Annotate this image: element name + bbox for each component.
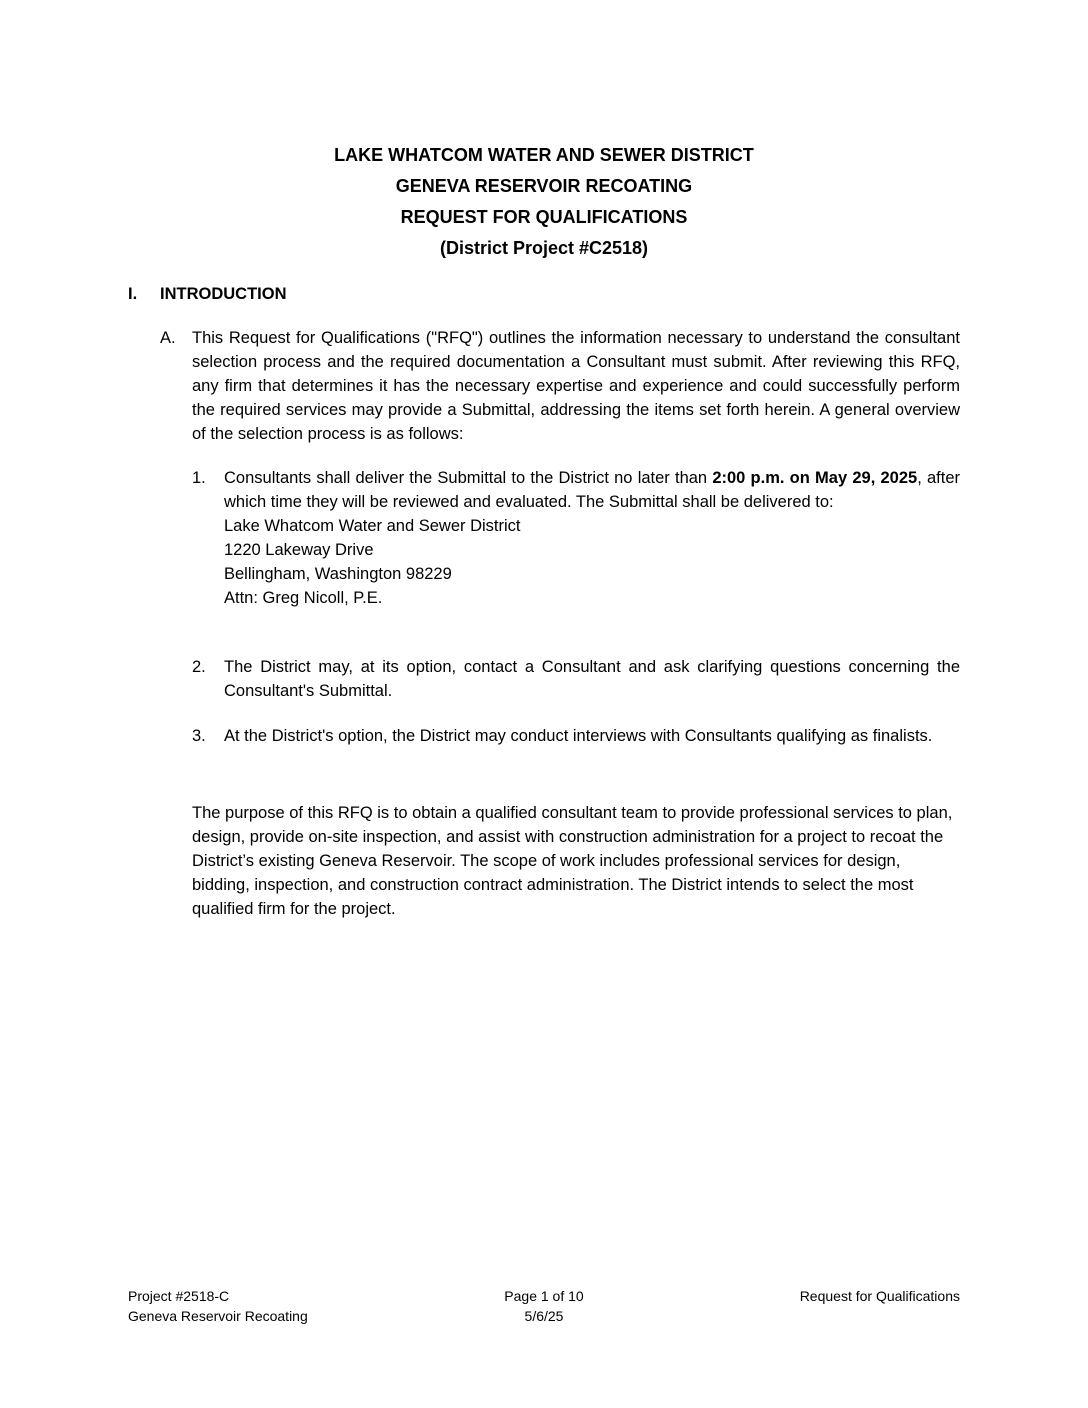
- title-district: LAKE WHATCOM WATER AND SEWER DISTRICT: [334, 145, 754, 165]
- deadline-text: 2:00 p.m. on May 29, 2025: [712, 469, 918, 487]
- list-item-number: 1.: [192, 469, 206, 487]
- address-line: Lake Whatcom Water and Sewer District: [224, 517, 521, 535]
- footer-right: [800, 1286, 960, 1306]
- document-title: [0, 140, 1088, 264]
- list-item-3-text: At the District's option, the District may conduct interviews with Consultants qualifying as finalists.: [224, 727, 933, 745]
- list-item-2: [192, 655, 960, 703]
- footer-project-name: Geneva Reservoir Recoating: [128, 1308, 308, 1324]
- paragraph-a-text: This Request for Qualifications ("RFQ") outlines the information necessary to understand the consultant selection process and the required documentation a Consultant must submit. After reviewing this RFQ, any firm that determines it has the necessary expertise and experience and could successfully perform the required services may provide a Submittal, addressing the items set forth herein. A general overview of the selection process is as follows:: [192, 329, 960, 443]
- footer-document-type: Request for Qualifications: [799, 1288, 960, 1304]
- title-rfq: REQUEST FOR QUALIFICATIONS: [400, 207, 688, 227]
- address-line: Attn: Greg Nicoll, P.E.: [224, 589, 383, 607]
- title-project-number: (District Project #C2518): [439, 238, 649, 258]
- section-heading-introduction: [128, 283, 287, 305]
- title-project: GENEVA RESERVOIR RECOATING: [395, 176, 693, 196]
- list-item-1: [192, 466, 960, 610]
- delivery-address: [224, 514, 960, 610]
- footer-page-number: Page 1 of 10: [504, 1288, 584, 1304]
- list-item-1-text: [224, 466, 960, 514]
- list-item-number: 3.: [192, 727, 206, 745]
- list-item-3: [192, 724, 960, 748]
- footer-left: [128, 1286, 308, 1326]
- item-1-text-start: Consultants shall deliver the Submittal to the District no later than: [224, 469, 713, 487]
- section-title: INTRODUCTION: [160, 285, 287, 303]
- footer-project-number: Project #2518-C: [128, 1288, 230, 1304]
- section-number: I.: [128, 285, 138, 303]
- purpose-paragraph: The purpose of this RFQ is to obtain a qualified consultant team to provide professional services to plan, design, provide on-site inspection, and assist with construction administration for a project to recoat the District’s existing Geneva Reservoir. The scope of work includes professional services for design, bidding, inspection, and construction contract administration. The District intends to select the most qualified firm for the project.: [192, 804, 953, 918]
- paragraph-a: [160, 326, 960, 446]
- footer-center: [444, 1286, 644, 1326]
- list-item-number: 2.: [192, 658, 206, 676]
- paragraph-letter: A.: [160, 329, 176, 347]
- address-line: Bellingham, Washington 98229: [224, 565, 452, 583]
- footer-date: 5/6/25: [524, 1308, 564, 1324]
- list-item-2-text: The District may, at its option, contact a Consultant and ask clarifying questions concerning the Consultant's Submittal.: [224, 658, 960, 700]
- item-1-text-end: , after which time they will be reviewed and evaluated. The Submittal shall be delivered to:: [224, 469, 961, 511]
- address-line: 1220 Lakeway Drive: [224, 541, 374, 559]
